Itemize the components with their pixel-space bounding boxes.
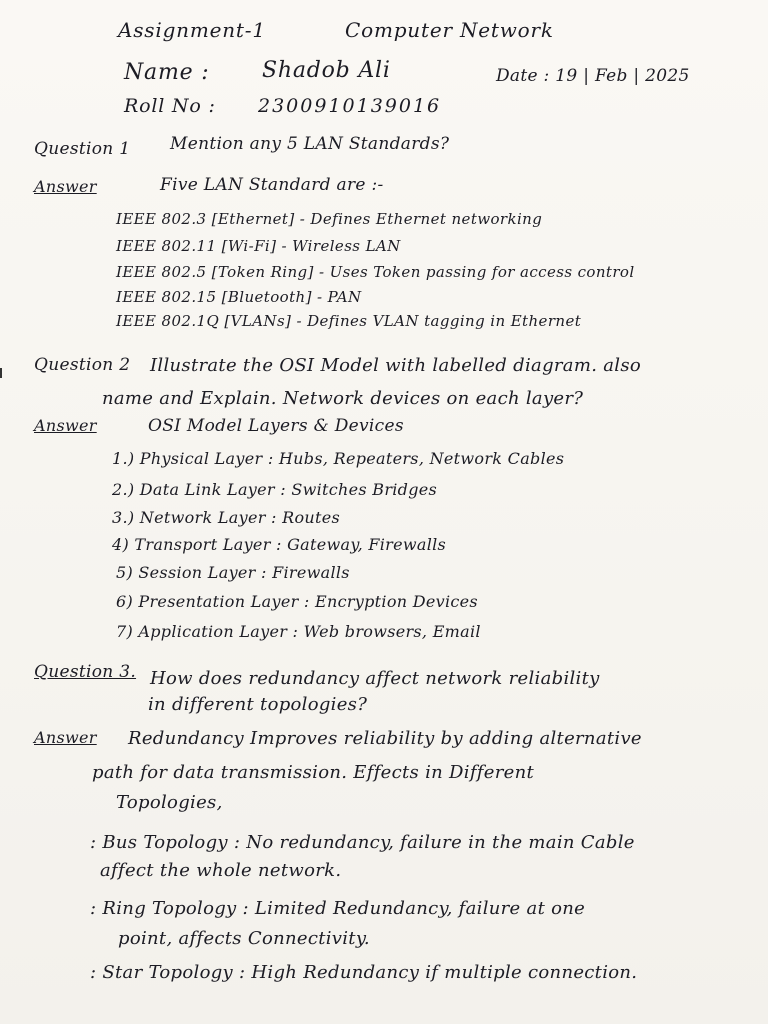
- assignment-title: Assignment-1: [118, 18, 266, 42]
- ring-topology-line2: point, affects Connectivity.: [118, 928, 370, 949]
- q1-item: IEEE 802.3 [Ethernet] - Defines Ethernet networking: [116, 210, 543, 228]
- subject-title: Computer Network: [345, 18, 554, 42]
- roll-value: 2300910139016: [258, 95, 442, 117]
- star-topology-line1: : Star Topology : High Redundancy if multiple connection.: [90, 962, 638, 983]
- q1-intro: Five LAN Standard are :-: [160, 175, 384, 195]
- q3-line2: in different topologies?: [148, 694, 368, 715]
- osi-layer: 2.) Data Link Layer : Switches Bridges: [112, 480, 438, 499]
- margin-mark: [0, 368, 2, 378]
- q3-answer-line3: Topologies,: [116, 792, 223, 813]
- bus-topology-line2: affect the whole network.: [100, 860, 342, 881]
- q2-heading: OSI Model Layers & Devices: [148, 416, 404, 436]
- bus-topology-line1: : Bus Topology : No redundancy, failure in the main Cable: [90, 832, 635, 853]
- q3-line1: How does redundancy affect network reliability: [150, 668, 600, 689]
- date: Date : 19 | Feb | 2025: [496, 66, 690, 86]
- q1-item: IEEE 802.15 [Bluetooth] - PAN: [116, 288, 362, 306]
- q1-answer-label: Answer: [34, 177, 97, 196]
- q2-line1: Illustrate the OSI Model with labelled diagram. also: [150, 355, 641, 376]
- q3-label: Question 3.: [34, 662, 137, 682]
- q3-answer-line1: Redundancy Improves reliability by adding alternative: [128, 728, 642, 749]
- roll-label: Roll No :: [124, 95, 216, 117]
- name-value: Shadob Ali: [262, 58, 391, 83]
- q2-label: Question 2: [34, 355, 131, 375]
- osi-layer: 6) Presentation Layer : Encryption Devices: [116, 592, 478, 611]
- osi-layer: 5) Session Layer : Firewalls: [116, 563, 350, 582]
- q3-answer-label: Answer: [34, 728, 97, 747]
- ring-topology-line1: : Ring Topology : Limited Redundancy, failure at one: [90, 898, 586, 919]
- q1-item: IEEE 802.1Q [VLANs] - Defines VLAN tagging in Ethernet: [116, 312, 582, 330]
- q2-line2: name and Explain. Network devices on each layer?: [102, 388, 584, 409]
- q1-label: Question 1: [34, 139, 131, 159]
- osi-layer: 7) Application Layer : Web browsers, Email: [116, 622, 481, 641]
- q1-item: IEEE 802.5 [Token Ring] - Uses Token passing for access control: [116, 263, 635, 281]
- q1-item: IEEE 802.11 [Wi-Fi] - Wireless LAN: [116, 237, 401, 255]
- name-label: Name :: [124, 60, 210, 85]
- osi-layer: 1.) Physical Layer : Hubs, Repeaters, Network Cables: [112, 449, 565, 468]
- osi-layer: 4) Transport Layer : Gateway, Firewalls: [112, 535, 447, 554]
- q2-answer-label: Answer: [34, 416, 97, 435]
- q1-text: Mention any 5 LAN Standards?: [170, 134, 450, 154]
- osi-layer: 3.) Network Layer : Routes: [112, 508, 341, 527]
- q3-answer-line2: path for data transmission. Effects in Different: [92, 762, 535, 783]
